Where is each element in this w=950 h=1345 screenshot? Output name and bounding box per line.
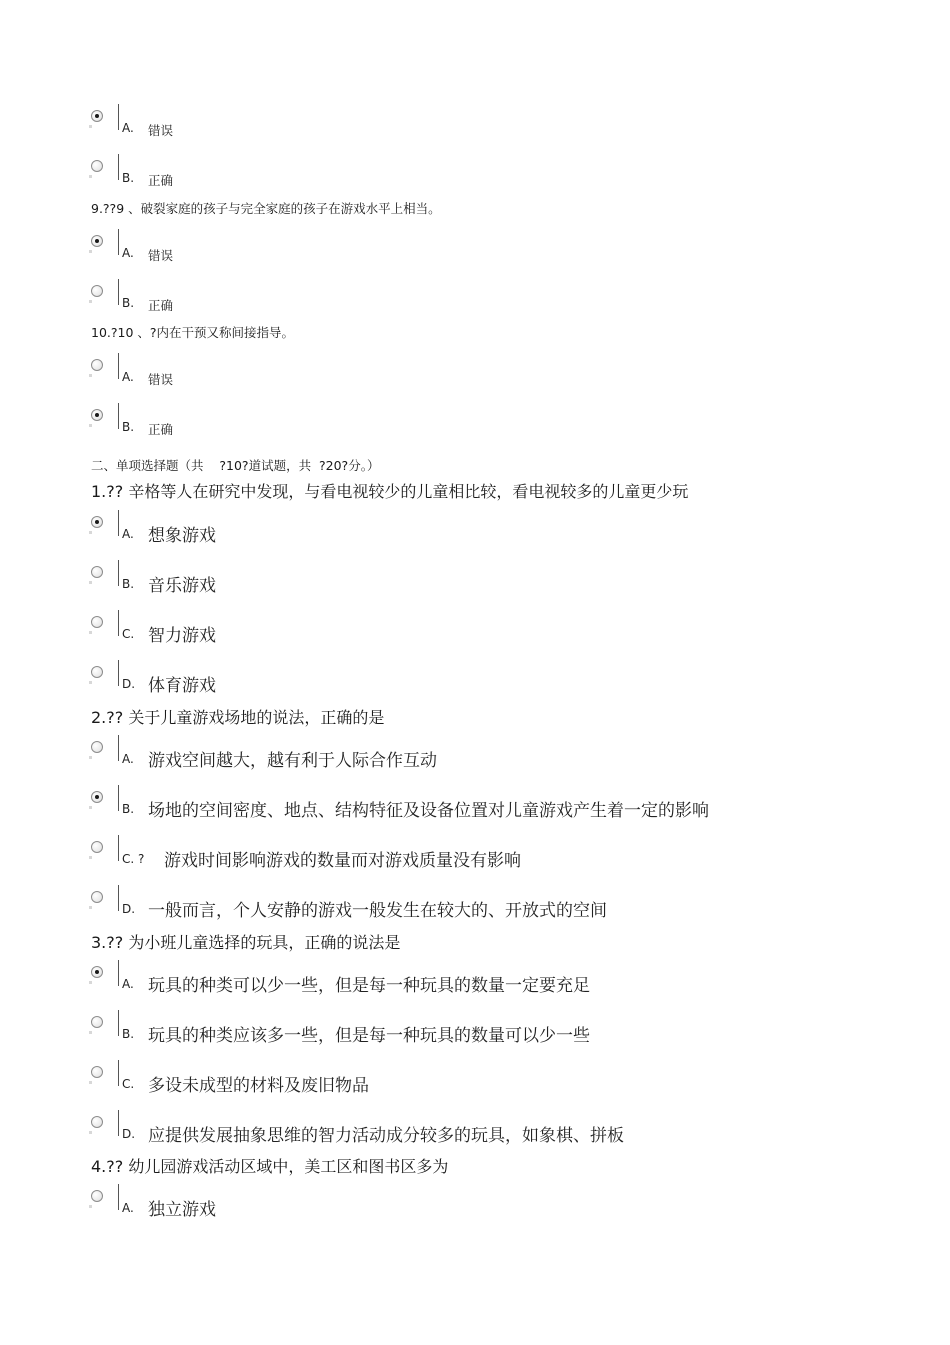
section-heading: 二、单项选择题（共 ?10?道试题，共 ?20?分。） (91, 458, 380, 473)
option-divider (118, 1184, 119, 1210)
radio-unchecked-icon[interactable] (91, 359, 103, 371)
answer-option[interactable] (0, 841, 950, 875)
option-divider (118, 660, 119, 686)
answer-option[interactable] (0, 666, 950, 700)
question-text: 2.?? 关于儿童游戏场地的说法，正确的是 (91, 708, 385, 727)
radio-shadow (89, 906, 92, 909)
answer-option[interactable] (0, 791, 950, 825)
radio-shadow (89, 125, 92, 128)
answer-option[interactable] (0, 1066, 950, 1100)
option-divider (118, 735, 119, 761)
option-letter: C. ? (122, 852, 145, 866)
radio-shadow (89, 1131, 92, 1134)
option-letter: A. (122, 370, 134, 384)
radio-unchecked-icon[interactable] (91, 891, 103, 903)
option-letter: A. (122, 121, 134, 135)
radio-unchecked-icon[interactable] (91, 1190, 103, 1202)
question-text: 10.?10 、?内在干预又称间接指导。 (91, 325, 295, 340)
answer-option[interactable] (0, 285, 950, 319)
radio-checked-icon[interactable] (91, 110, 103, 122)
option-divider (118, 353, 119, 379)
radio-unchecked-icon[interactable] (91, 741, 103, 753)
radio-shadow (89, 581, 92, 584)
radio-checked-icon[interactable] (91, 791, 103, 803)
option-divider (118, 1110, 119, 1136)
option-label: 错误 (148, 248, 174, 263)
option-divider (118, 279, 119, 305)
radio-checked-icon[interactable] (91, 409, 103, 421)
radio-shadow (89, 531, 92, 534)
option-letter: D. (122, 1127, 136, 1141)
option-letter: A. (122, 752, 134, 766)
answer-option[interactable] (0, 1116, 950, 1150)
question-text: 4.?? 幼儿园游戏活动区域中，美工区和图书区多为 (91, 1157, 449, 1176)
option-divider (118, 1060, 119, 1086)
option-letter: B. (122, 802, 135, 816)
option-label: 体育游戏 (148, 676, 216, 696)
option-label: 想象游戏 (148, 526, 216, 546)
option-label: 场地的空间密度、地点、结构特征及设备位置对儿童游戏产生着一定的影响 (148, 801, 709, 821)
option-divider (118, 785, 119, 811)
radio-shadow (89, 374, 92, 377)
option-label: 错误 (148, 123, 174, 138)
option-letter: A. (122, 527, 134, 541)
option-letter: D. (122, 902, 136, 916)
radio-checked-icon[interactable] (91, 966, 103, 978)
answer-option[interactable] (0, 359, 950, 393)
answer-option[interactable] (0, 1190, 950, 1224)
option-letter: B. (122, 171, 135, 185)
radio-checked-icon[interactable] (91, 516, 103, 528)
option-divider (118, 610, 119, 636)
radio-unchecked-icon[interactable] (91, 1016, 103, 1028)
option-letter: A. (122, 1201, 134, 1215)
radio-unchecked-icon[interactable] (91, 566, 103, 578)
radio-shadow (89, 424, 92, 427)
option-divider (118, 885, 119, 911)
option-label: 正确 (148, 173, 174, 188)
answer-option[interactable] (0, 616, 950, 650)
radio-shadow (89, 631, 92, 634)
radio-shadow (89, 681, 92, 684)
radio-unchecked-icon[interactable] (91, 1116, 103, 1128)
question-text: 9.??9 、破裂家庭的孩子与完全家庭的孩子在游戏水平上相当。 (91, 201, 441, 216)
answer-option[interactable] (0, 110, 950, 144)
option-label: 音乐游戏 (148, 576, 216, 596)
option-letter: C. (122, 627, 135, 641)
option-divider (118, 835, 119, 861)
option-divider (118, 1010, 119, 1036)
answer-option[interactable] (0, 566, 950, 600)
option-label: 玩具的种类应该多一些，但是每一种玩具的数量可以少一些 (148, 1026, 590, 1046)
option-divider (118, 104, 119, 130)
option-letter: B. (122, 577, 135, 591)
answer-option[interactable] (0, 235, 950, 269)
radio-checked-icon[interactable] (91, 235, 103, 247)
option-letter: A. (122, 246, 134, 260)
answer-option[interactable] (0, 409, 950, 443)
radio-unchecked-icon[interactable] (91, 160, 103, 172)
radio-shadow (89, 806, 92, 809)
radio-shadow (89, 856, 92, 859)
answer-option[interactable] (0, 891, 950, 925)
answer-option[interactable] (0, 160, 950, 194)
option-divider (118, 510, 119, 536)
radio-shadow (89, 981, 92, 984)
option-label: 游戏时间影响游戏的数量而对游戏质量没有影响 (164, 851, 521, 871)
radio-unchecked-icon[interactable] (91, 1066, 103, 1078)
option-letter: B. (122, 420, 135, 434)
radio-shadow (89, 300, 92, 303)
radio-shadow (89, 1205, 92, 1208)
radio-shadow (89, 1081, 92, 1084)
answer-option[interactable] (0, 966, 950, 1000)
option-letter: D. (122, 677, 136, 691)
radio-shadow (89, 175, 92, 178)
option-label: 应提供发展抽象思维的智力活动成分较多的玩具，如象棋、拼板 (148, 1126, 624, 1146)
option-label: 错误 (148, 372, 174, 387)
answer-option[interactable] (0, 741, 950, 775)
option-letter: B. (122, 296, 135, 310)
answer-option[interactable] (0, 1016, 950, 1050)
radio-unchecked-icon[interactable] (91, 616, 103, 628)
option-letter: C. (122, 1077, 135, 1091)
question-text: 3.?? 为小班儿童选择的玩具，正确的说法是 (91, 933, 401, 952)
option-label: 多设未成型的材料及废旧物品 (148, 1076, 369, 1096)
option-label: 智力游戏 (148, 626, 216, 646)
option-divider (118, 560, 119, 586)
question-text: 1.?? 辛格等人在研究中发现，与看电视较少的儿童相比较，看电视较多的儿童更少玩 (91, 482, 689, 501)
radio-unchecked-icon[interactable] (91, 285, 103, 297)
option-label: 玩具的种类可以少一些，但是每一种玩具的数量一定要充足 (148, 976, 590, 996)
radio-shadow (89, 250, 92, 253)
option-divider (118, 229, 119, 255)
option-label: 正确 (148, 422, 174, 437)
radio-shadow (89, 756, 92, 759)
radio-unchecked-icon[interactable] (91, 666, 103, 678)
option-letter: B. (122, 1027, 135, 1041)
option-divider (118, 960, 119, 986)
option-label: 正确 (148, 298, 174, 313)
radio-unchecked-icon[interactable] (91, 841, 103, 853)
option-divider (118, 403, 119, 429)
option-label: 游戏空间越大，越有利于人际合作互动 (148, 751, 437, 771)
answer-option[interactable] (0, 516, 950, 550)
option-divider (118, 154, 119, 180)
option-label: 独立游戏 (148, 1200, 216, 1220)
option-label: 一般而言，个人安静的游戏一般发生在较大的、开放式的空间 (148, 901, 607, 921)
option-letter: A. (122, 977, 134, 991)
radio-shadow (89, 1031, 92, 1034)
